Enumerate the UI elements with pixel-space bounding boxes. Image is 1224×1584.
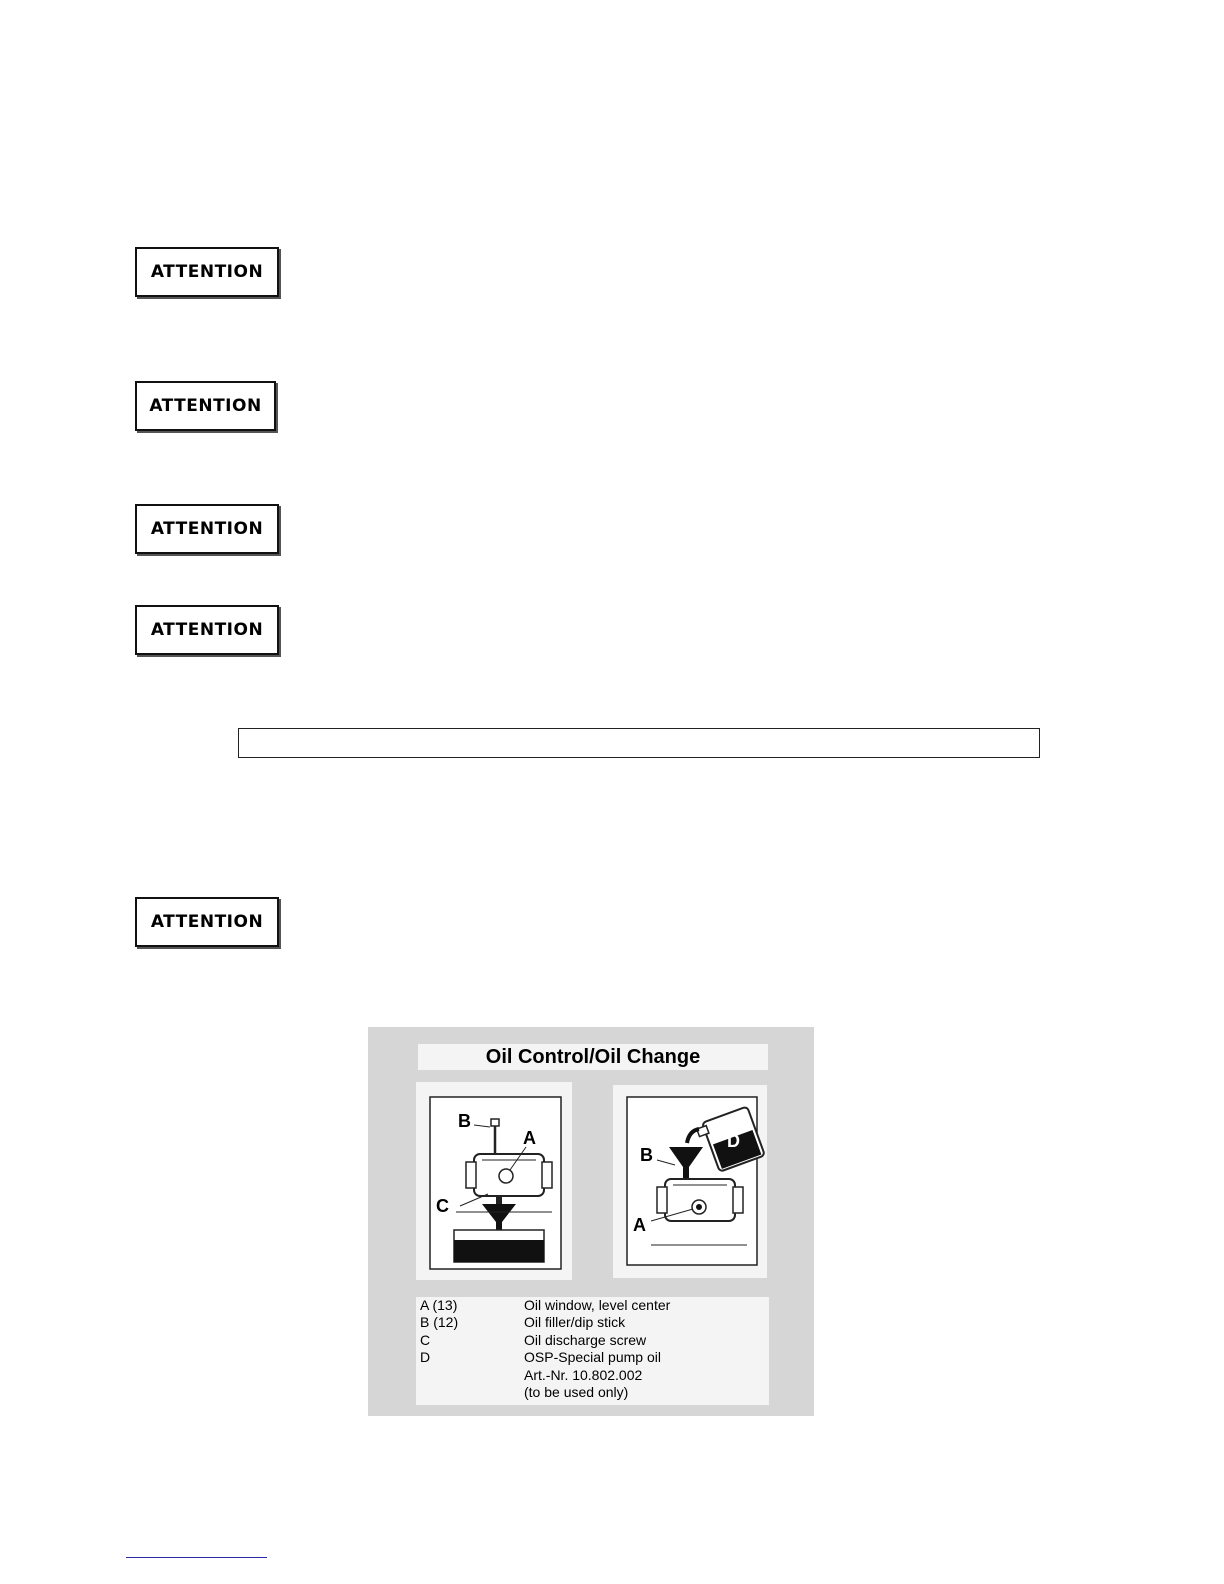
oil-control-illustration [416, 1082, 572, 1280]
legend-desc: Art.-Nr. 10.802.002 [524, 1366, 643, 1383]
oil-change-figure [368, 1027, 814, 1416]
oil-change-panel [613, 1085, 767, 1278]
empty-note-box [238, 728, 1040, 758]
legend-key: C [420, 1331, 431, 1348]
attention-label-5: ATTENTION [135, 897, 279, 947]
attention-label-2: ATTENTION [135, 381, 276, 431]
legend-desc: (to be used only) [524, 1384, 629, 1400]
oil-control-label-a: A [523, 1128, 536, 1148]
legend-desc: Oil discharge screw [524, 1331, 647, 1348]
legend-desc: Oil window, level center [524, 1297, 671, 1313]
oil-control-panel [416, 1082, 572, 1280]
oil-control-label-b: B [458, 1111, 471, 1131]
oil-control-label-c: C [436, 1196, 449, 1216]
legend-key: D [420, 1349, 431, 1366]
attention-label-4: ATTENTION [135, 605, 279, 655]
figure-title: Oil Control/Oil Change [418, 1044, 768, 1070]
legend-key: A (13) [420, 1297, 458, 1313]
figure-legend [416, 1297, 769, 1405]
oil-change-illustration [613, 1085, 767, 1278]
oil-change-label-a: A [633, 1215, 646, 1235]
legend-key: B (12) [420, 1314, 459, 1331]
attention-label-3: ATTENTION [135, 504, 279, 554]
attention-label-1: ATTENTION [135, 247, 279, 297]
legend-desc: OSP-Special pump oil [524, 1349, 661, 1366]
oil-change-label-d: D [727, 1131, 740, 1151]
legend-desc: Oil filler/dip stick [524, 1314, 626, 1331]
oil-change-label-b: B [640, 1145, 653, 1165]
footnote-rule [126, 1557, 267, 1558]
